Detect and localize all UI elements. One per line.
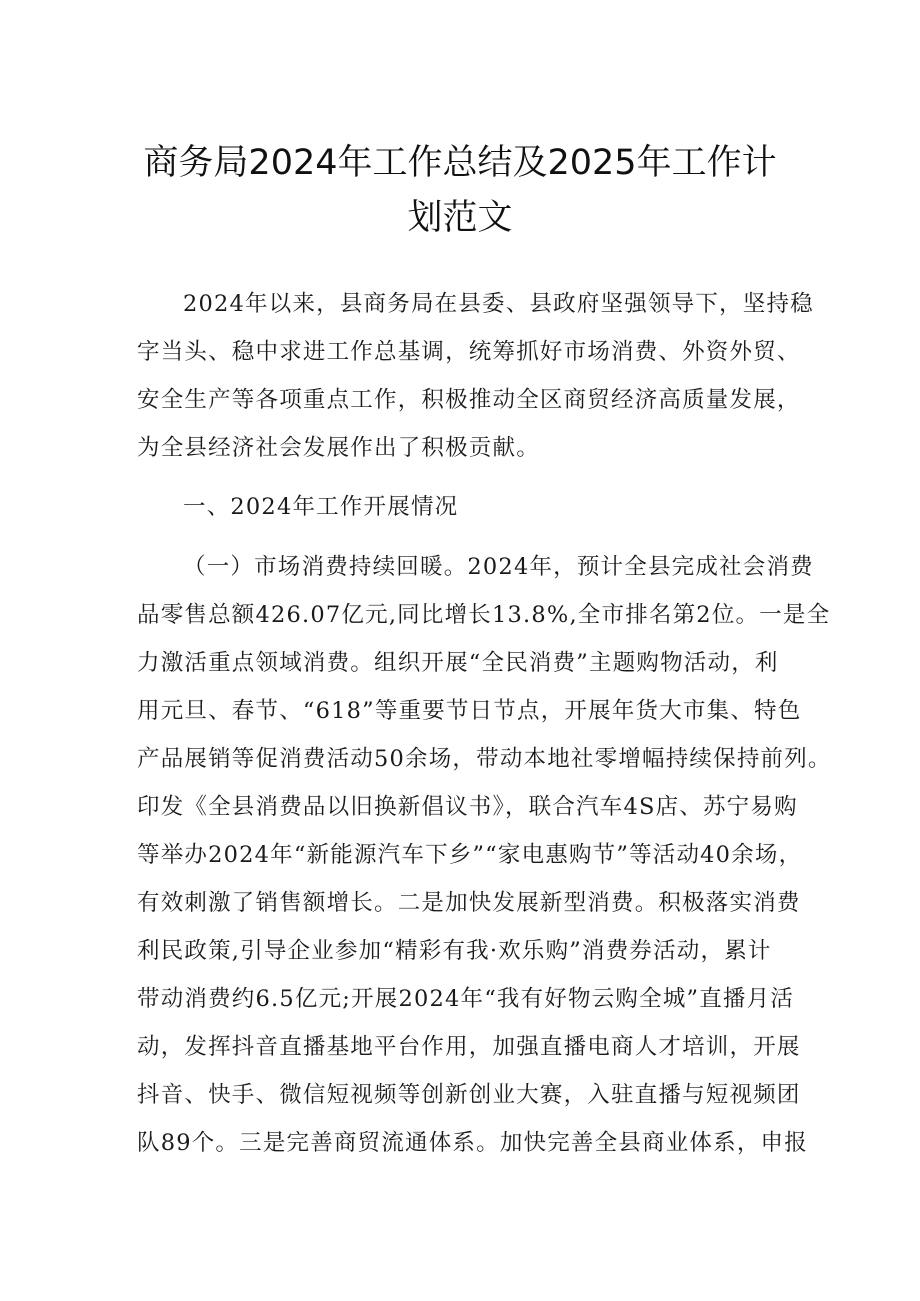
section-line-6: 印发《全县消费品以旧换新倡议书》，联合汽车4S店、苏宁易购	[137, 794, 798, 820]
intro-line-3: 安全生产等各项重点工作，积极推动全区商贸经济高质量发展，	[137, 387, 801, 413]
section-line-12: 抖音、快手、微信短视频等创新创业大赛，入驻直播与短视频团	[137, 1082, 801, 1108]
intro-line-4: 为全县经济社会发展作出了积极贡献。	[137, 435, 540, 461]
section-line-3: 力激活重点领域消费。组织开展“全民消费”主题购物活动，利	[137, 650, 779, 676]
section-line-9: 利民政策,引导企业参加“精彩有我·欢乐购”消费券活动，累计	[137, 938, 772, 964]
document-title-line-1: 商务局2024年工作总结及2025年工作计	[143, 143, 777, 183]
document-title-line-2: 划范文	[407, 198, 513, 238]
section-line-10: 带动消费约6.5亿元;开展2024年“我有好物云购全城”直播月活	[137, 986, 795, 1012]
intro-line-2: 字当头、稳中求进工作总基调，统筹抓好市场消费、外资外贸、	[137, 339, 801, 365]
section-heading: 一、2024年工作开展情况	[183, 494, 459, 520]
section-line-5: 产品展销等促消费活动50余场，带动本地社零增幅持续保持前列。	[137, 746, 832, 772]
section-line-7: 等举办2024年“新能源汽车下乡”“家电惠购节”等活动40余场，	[137, 842, 803, 868]
section-line-8: 有效刺激了销售额增长。二是加快发展新型消费。积极落实消费	[137, 890, 801, 916]
intro-line-1: 2024年以来，县商务局在县委、县政府坚强领导下，坚持稳	[183, 291, 814, 317]
section-line-11: 动，发挥抖音直播基地平台作用，加强直播电商人才培训，开展	[137, 1034, 801, 1060]
section-line-4: 用元旦、春节、“618”等重要节日节点，开展年货大市集、特色	[137, 698, 802, 724]
section-line-13: 队89个。三是完善商贸流通体系。加快完善全县商业体系，申报	[137, 1130, 808, 1156]
section-line-1: （一）市场消费持续回暖。2024年，预计全县完成社会消费	[183, 554, 814, 580]
section-line-2: 品零售总额426.07亿元,同比增长13.8%,全市排名第2位。一是全	[137, 602, 831, 628]
